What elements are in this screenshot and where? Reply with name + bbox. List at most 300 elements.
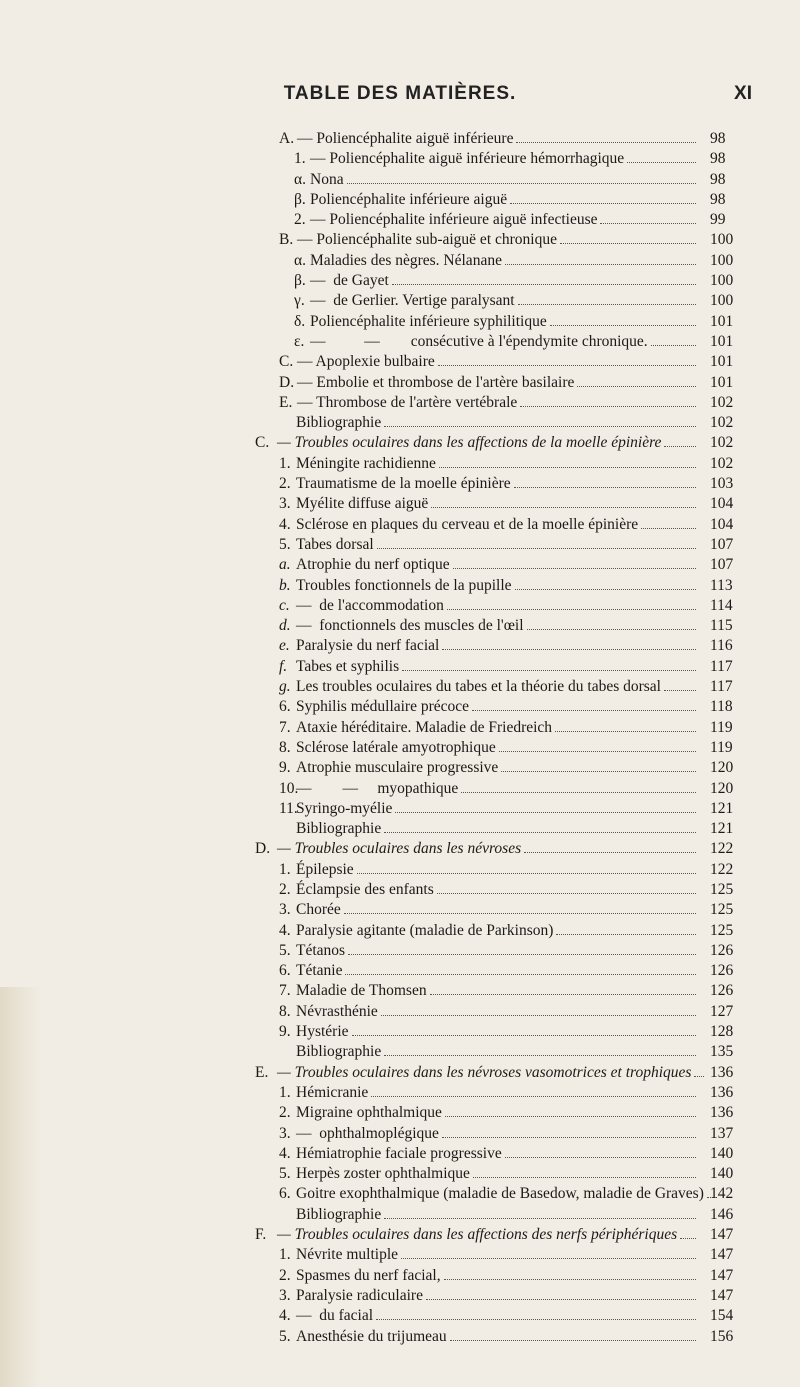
toc-entry xyxy=(0,880,800,900)
toc-entry xyxy=(0,900,800,920)
toc-entry-body xyxy=(297,230,700,250)
toc-entry-body xyxy=(296,616,700,636)
toc-entry-page: 147 xyxy=(710,1226,734,1244)
toc-entry-title: Bibliographie xyxy=(296,1043,382,1061)
toc-entry xyxy=(0,332,800,352)
dot-leader xyxy=(430,994,696,995)
toc-entry xyxy=(0,210,800,230)
toc-entry-body xyxy=(296,1164,700,1184)
toc-entry xyxy=(0,373,800,393)
dot-leader xyxy=(439,467,696,468)
toc-entry xyxy=(0,758,800,778)
toc-entry-body xyxy=(296,941,700,961)
toc-entry-title: — Apoplexie bulbaire xyxy=(297,353,435,371)
toc-entry-title: Syphilis médullaire précoce xyxy=(296,698,470,716)
dot-leader xyxy=(384,426,696,427)
toc-entry xyxy=(0,393,800,413)
toc-entry-title: — Poliencéphalite inférieure aiguë infectieuse xyxy=(310,211,598,229)
table-of-contents xyxy=(0,129,800,1347)
toc-entry-title: Tétanie xyxy=(296,962,343,980)
toc-entry-marker: 4. xyxy=(279,1144,291,1162)
dot-leader xyxy=(347,183,696,184)
toc-entry xyxy=(0,839,800,859)
toc-entry-title: Tabes et syphilis xyxy=(296,657,400,675)
toc-entry-marker: a. xyxy=(279,556,291,574)
toc-entry-page: 128 xyxy=(710,1023,734,1041)
toc-entry-body xyxy=(296,1002,700,1022)
toc-entry-body xyxy=(296,1124,700,1144)
toc-entry xyxy=(0,677,800,697)
toc-entry xyxy=(0,1327,800,1347)
toc-entry xyxy=(0,291,800,311)
toc-entry-title: Tabes dorsal xyxy=(296,535,374,553)
toc-entry-title: Bibliographie xyxy=(296,1205,382,1223)
toc-entry-title: — Poliencéphalite aiguë inférieure xyxy=(297,130,514,147)
toc-entry-marker: 2. xyxy=(294,211,306,229)
dot-leader xyxy=(401,1258,696,1259)
toc-entry-page: 126 xyxy=(710,941,734,959)
toc-entry-body xyxy=(296,921,700,941)
toc-entry-page: 116 xyxy=(710,637,733,655)
toc-entry-body xyxy=(296,1245,700,1265)
dot-leader xyxy=(501,771,696,772)
toc-entry-title: Hémiatrophie faciale progressive xyxy=(296,1144,502,1162)
toc-entry-page: 102 xyxy=(710,414,734,432)
toc-entry-body xyxy=(277,1225,700,1245)
dot-leader xyxy=(381,1015,696,1016)
toc-entry-page: 120 xyxy=(710,779,734,797)
toc-entry xyxy=(0,657,800,677)
toc-entry-title: Syringo-myélie xyxy=(296,799,393,817)
toc-entry-body xyxy=(296,494,700,514)
toc-entry-page: 121 xyxy=(710,799,734,817)
dot-leader xyxy=(442,649,696,650)
toc-entry-title: Goitre exophthalmique (maladie de Basedow, maladie de Graves) xyxy=(296,1185,704,1203)
toc-entry xyxy=(0,1144,800,1164)
toc-entry-body xyxy=(296,1306,700,1326)
toc-entry-marker: 3. xyxy=(279,1286,291,1304)
toc-entry-title: Hystérie xyxy=(296,1023,349,1041)
toc-entry xyxy=(0,738,800,758)
toc-entry-body xyxy=(296,779,700,799)
toc-entry-body xyxy=(296,758,700,778)
toc-entry-marker: 1. xyxy=(294,150,306,168)
toc-entry-page: 127 xyxy=(710,1002,734,1020)
toc-entry-title: Tétanos xyxy=(296,941,346,959)
toc-entry-body xyxy=(296,1286,700,1306)
toc-entry-page: 125 xyxy=(710,880,734,898)
toc-entry-page: 156 xyxy=(710,1327,734,1345)
toc-entry-body xyxy=(310,170,700,190)
toc-entry-marker: d. xyxy=(279,617,291,635)
toc-entry xyxy=(0,1225,800,1245)
dot-leader xyxy=(556,934,696,935)
dot-leader xyxy=(518,304,696,305)
toc-entry-page: 122 xyxy=(710,860,734,878)
dot-leader xyxy=(577,386,696,387)
toc-entry-page: 119 xyxy=(710,718,733,736)
toc-entry-title: — — myopathique xyxy=(296,779,459,797)
dot-leader xyxy=(627,162,696,163)
toc-entry xyxy=(0,799,800,819)
toc-entry-title: Éclampsie des enfants xyxy=(296,880,434,898)
dot-leader xyxy=(431,507,696,508)
dot-leader xyxy=(395,812,696,813)
dot-leader xyxy=(371,1096,696,1097)
toc-entry-marker: β. xyxy=(294,272,306,290)
toc-entry-title: Sclérose latérale amyotrophique xyxy=(296,738,496,756)
dot-leader xyxy=(524,852,696,853)
dot-leader xyxy=(461,792,696,793)
dot-leader xyxy=(348,954,696,955)
toc-entry xyxy=(0,474,800,494)
page-number: XI xyxy=(734,83,752,104)
dot-leader xyxy=(651,345,696,346)
toc-entry-title: — Embolie et thrombose de l'artère basilaire xyxy=(297,373,575,391)
toc-entry-body xyxy=(296,981,700,1001)
toc-entry-body xyxy=(310,149,700,169)
toc-entry-body xyxy=(310,210,700,230)
dot-leader xyxy=(384,832,696,833)
toc-entry-page: 98 xyxy=(710,150,726,168)
toc-entry xyxy=(0,1002,800,1022)
dot-leader xyxy=(453,568,696,569)
toc-entry-marker: 9. xyxy=(279,759,291,777)
toc-entry-title: Migraine ophthalmique xyxy=(296,1104,442,1122)
toc-entry-title: Épilepsie xyxy=(296,860,354,878)
toc-entry-page: 120 xyxy=(710,759,734,777)
toc-entry xyxy=(0,1184,800,1204)
toc-entry-page: 121 xyxy=(710,820,734,838)
dot-leader xyxy=(641,528,696,529)
toc-entry-body xyxy=(296,677,700,697)
toc-entry xyxy=(0,981,800,1001)
toc-entry-title: Bibliographie xyxy=(296,820,382,838)
toc-entry-marker: 2. xyxy=(279,1104,291,1122)
toc-entry-marker: ε. xyxy=(294,332,305,350)
toc-entry-title: Méningite rachidienne xyxy=(296,454,436,472)
toc-entry-page: 98 xyxy=(710,170,726,188)
toc-entry-marker: E. xyxy=(255,1063,269,1081)
toc-entry-marker: 5. xyxy=(279,1327,291,1345)
toc-entry-marker: E. xyxy=(279,393,293,411)
toc-entry-body xyxy=(296,454,700,474)
toc-entry-page: 102 xyxy=(710,434,734,452)
toc-entry xyxy=(0,352,800,372)
toc-entry-page: 100 xyxy=(710,231,734,249)
toc-entry-title: Maladie de Thomsen xyxy=(296,982,427,1000)
toc-entry-title: — Troubles oculaires dans les névroses vasomotrices et trophiques xyxy=(277,1063,692,1081)
dot-leader xyxy=(376,1319,696,1320)
toc-entry-page: 136 xyxy=(710,1104,734,1122)
toc-entry xyxy=(0,718,800,738)
toc-entry-marker: 7. xyxy=(279,982,291,1000)
toc-entry-title: Atrophie musculaire progressive xyxy=(296,759,499,777)
dot-leader xyxy=(447,609,696,610)
toc-entry-page: 113 xyxy=(710,576,733,594)
toc-entry-title: — de l'accommodation xyxy=(296,596,444,614)
dot-leader xyxy=(352,1035,696,1036)
toc-entry-title: — ophthalmoplégique xyxy=(296,1124,439,1142)
dot-leader xyxy=(560,243,696,244)
toc-entry-page: 135 xyxy=(710,1043,734,1061)
toc-entry-page: 100 xyxy=(710,272,734,290)
toc-entry-marker: D. xyxy=(255,840,271,858)
toc-entry-page: 142 xyxy=(710,1185,734,1203)
toc-entry xyxy=(0,779,800,799)
toc-entry-title: Névrasthénie xyxy=(296,1002,378,1020)
toc-entry-title: Traumatisme de la moelle épinière xyxy=(296,475,511,493)
toc-entry-title: Anesthésie du trijumeau xyxy=(296,1327,447,1345)
toc-entry-marker: A. xyxy=(279,130,295,147)
dot-leader xyxy=(444,1279,696,1280)
toc-entry-marker: 1. xyxy=(279,1246,291,1264)
toc-entry-body xyxy=(277,839,700,859)
toc-entry-title: Atrophie du nerf optique xyxy=(296,556,450,574)
toc-entry xyxy=(0,190,800,210)
toc-entry-page: 154 xyxy=(710,1307,734,1325)
toc-entry-title: — — consécutive à l'épendymite chronique. xyxy=(310,332,648,350)
toc-entry xyxy=(0,515,800,535)
toc-entry-title: Sclérose en plaques du cerveau et de la moelle épinière xyxy=(296,515,639,533)
toc-entry-title: Nona xyxy=(310,170,344,188)
toc-entry-body xyxy=(277,433,700,453)
toc-entry-page: 147 xyxy=(710,1266,734,1284)
toc-entry-body xyxy=(310,251,700,271)
toc-entry-marker: 11. xyxy=(279,799,298,817)
toc-entry-marker: 2. xyxy=(279,1266,291,1284)
toc-entry-body xyxy=(296,738,700,758)
toc-entry-body xyxy=(296,657,700,677)
dot-leader xyxy=(438,365,696,366)
toc-entry-page: 98 xyxy=(710,190,726,208)
page-stain xyxy=(0,987,40,1387)
toc-entry-marker: 4. xyxy=(279,1307,291,1325)
dot-leader xyxy=(357,873,696,874)
toc-entry xyxy=(0,1042,800,1062)
dot-leader xyxy=(426,1299,696,1300)
toc-entry xyxy=(0,555,800,575)
dot-leader xyxy=(384,1218,696,1219)
toc-entry-title: Herpès zoster ophthalmique xyxy=(296,1165,470,1183)
toc-entry-page: 99 xyxy=(710,211,726,229)
dot-leader xyxy=(377,548,696,549)
toc-entry-title: Myélite diffuse aiguë xyxy=(296,495,429,513)
toc-entry-body xyxy=(296,1266,700,1286)
dot-leader xyxy=(445,1116,696,1117)
toc-entry-body xyxy=(296,474,700,494)
toc-entry-body xyxy=(296,697,700,717)
toc-entry-page: 136 xyxy=(710,1083,734,1101)
toc-entry-title: Chorée xyxy=(296,901,341,919)
toc-entry-page: 115 xyxy=(710,617,733,635)
toc-entry-body xyxy=(296,1327,700,1347)
dot-leader xyxy=(555,731,696,732)
toc-entry-body xyxy=(296,1144,700,1164)
toc-entry-page: 118 xyxy=(710,698,733,716)
toc-entry-body xyxy=(310,332,700,352)
toc-entry-body xyxy=(296,1184,704,1204)
toc-entry-marker: 4. xyxy=(279,921,291,939)
toc-entry-page: 98 xyxy=(710,130,726,147)
toc-entry-title: Paralysie agitante (maladie de Parkinson) xyxy=(296,921,554,939)
toc-entry xyxy=(0,941,800,961)
toc-entry-marker: δ. xyxy=(294,312,306,330)
toc-entry-page: 100 xyxy=(710,251,734,269)
toc-entry-body xyxy=(310,190,700,210)
toc-entry-title: — Troubles oculaires dans les affections de la moelle épinière xyxy=(277,434,662,452)
toc-entry-marker: 2. xyxy=(279,880,291,898)
toc-entry xyxy=(0,697,800,717)
toc-entry-body xyxy=(297,352,700,372)
toc-entry-page: 122 xyxy=(710,840,734,858)
toc-entry-body xyxy=(310,291,700,311)
toc-entry xyxy=(0,616,800,636)
toc-entry xyxy=(0,860,800,880)
toc-entry-page: 114 xyxy=(710,596,733,614)
toc-entry-body xyxy=(296,961,700,981)
toc-entry xyxy=(0,1205,800,1225)
toc-entry xyxy=(0,1083,800,1103)
toc-entry-page: 147 xyxy=(710,1246,734,1264)
toc-entry xyxy=(0,494,800,514)
toc-entry-title: Poliencéphalite inférieure syphilitique xyxy=(310,312,547,330)
toc-entry-page: 101 xyxy=(710,353,734,371)
toc-entry-body xyxy=(296,1083,700,1103)
toc-entry-marker: 6. xyxy=(279,698,291,716)
toc-entry xyxy=(0,149,800,169)
toc-entry xyxy=(0,413,800,433)
toc-entry-page: 126 xyxy=(710,982,734,1000)
toc-entry xyxy=(0,961,800,981)
toc-entry-marker: 6. xyxy=(279,962,291,980)
toc-entry-marker: F. xyxy=(255,1226,267,1244)
toc-entry-marker: C. xyxy=(255,434,270,452)
toc-entry-page: 126 xyxy=(710,962,734,980)
toc-entry-body xyxy=(296,799,700,819)
toc-entry-title: — Troubles oculaires dans les affections des nerfs périphériques xyxy=(277,1226,678,1244)
toc-entry xyxy=(0,230,800,250)
toc-entry xyxy=(0,1306,800,1326)
toc-entry-page: 101 xyxy=(710,312,734,330)
toc-entry-title: — de Gerlier. Vertige paralysant xyxy=(310,292,515,310)
toc-entry xyxy=(0,636,800,656)
toc-entry-body xyxy=(296,555,700,575)
toc-entry xyxy=(0,1245,800,1265)
toc-entry xyxy=(0,271,800,291)
toc-entry-page: 102 xyxy=(710,393,734,411)
toc-entry-marker: e. xyxy=(279,637,290,655)
toc-entry-marker: 1. xyxy=(279,1083,291,1101)
dot-leader xyxy=(527,629,696,630)
toc-entry-title: — Poliencéphalite aiguë inférieure hémorrhagique xyxy=(310,150,625,168)
toc-entry xyxy=(0,921,800,941)
toc-entry-page: 104 xyxy=(710,515,734,533)
toc-entry xyxy=(0,454,800,474)
toc-entry-title: Paralysie radiculaire xyxy=(296,1286,423,1304)
toc-entry-title: Maladies des nègres. Nélanane xyxy=(310,251,502,269)
dot-leader xyxy=(499,751,696,752)
toc-entry-page: 125 xyxy=(710,921,734,939)
toc-entry-title: — Thrombose de l'artère vertébrale xyxy=(297,393,518,411)
toc-entry-body xyxy=(296,596,700,616)
dot-leader xyxy=(437,893,696,894)
toc-entry-marker: 3. xyxy=(279,901,291,919)
dot-leader xyxy=(550,325,696,326)
toc-entry-marker: 6. xyxy=(279,1185,291,1203)
toc-entry-marker: 1. xyxy=(279,454,291,472)
toc-entry-page: 147 xyxy=(710,1286,734,1304)
toc-entry-page: 103 xyxy=(710,475,734,493)
toc-entry-body xyxy=(296,718,700,738)
toc-entry-title: — Poliencéphalite sub-aiguë et chronique xyxy=(297,231,557,249)
toc-entry-title: Hémicranie xyxy=(296,1083,369,1101)
toc-entry xyxy=(0,819,800,839)
dot-leader xyxy=(664,690,696,691)
dot-leader xyxy=(514,487,696,488)
toc-entry-body xyxy=(296,535,700,555)
toc-entry-marker: D. xyxy=(279,373,295,391)
toc-entry-title: Névrite multiple xyxy=(296,1246,399,1264)
toc-entry xyxy=(0,1022,800,1042)
toc-entry-page: 146 xyxy=(710,1205,734,1223)
toc-entry-marker: g. xyxy=(279,678,291,696)
toc-entry-body xyxy=(296,1042,700,1062)
toc-entry-title: — du facial xyxy=(296,1307,374,1325)
dot-leader xyxy=(515,589,696,590)
toc-entry-body xyxy=(296,880,700,900)
toc-entry-body xyxy=(297,129,700,149)
toc-entry-marker: c. xyxy=(279,596,290,614)
toc-entry-page: 140 xyxy=(710,1144,734,1162)
toc-entry-marker: α. xyxy=(294,251,306,269)
toc-entry-page: 100 xyxy=(710,292,734,310)
toc-entry xyxy=(0,129,800,149)
dot-leader xyxy=(472,710,696,711)
dot-leader xyxy=(392,284,696,285)
toc-entry-title: — fonctionnels des muscles de l'œil xyxy=(296,617,524,635)
toc-entry-marker: f. xyxy=(279,657,288,675)
toc-entry-marker: 8. xyxy=(279,1002,291,1020)
dot-leader xyxy=(520,406,696,407)
toc-entry-title: Paralysie du nerf facial xyxy=(296,637,440,655)
toc-entry-page: 102 xyxy=(710,454,734,472)
toc-entry-title: — Troubles oculaires dans les névroses xyxy=(277,840,522,858)
toc-entry-page: 101 xyxy=(710,332,734,350)
toc-entry-page: 117 xyxy=(710,657,733,675)
toc-entry-body xyxy=(297,373,700,393)
toc-entry-body xyxy=(296,860,700,880)
dot-leader xyxy=(600,223,696,224)
dot-leader xyxy=(516,142,696,143)
toc-entry-page: 107 xyxy=(710,535,734,553)
toc-entry-page: 119 xyxy=(710,738,733,756)
dot-leader xyxy=(345,974,696,975)
dot-leader xyxy=(442,1137,696,1138)
dot-leader xyxy=(402,670,696,671)
toc-entry-marker: C. xyxy=(279,353,294,371)
toc-entry-page: 117 xyxy=(710,678,733,696)
dot-leader xyxy=(450,1340,696,1341)
toc-entry-title: Poliencéphalite inférieure aiguë xyxy=(310,190,508,208)
toc-entry-body xyxy=(296,1103,700,1123)
toc-entry xyxy=(0,1103,800,1123)
toc-entry-marker: γ. xyxy=(294,292,305,310)
toc-entry-marker: 5. xyxy=(279,941,291,959)
toc-entry xyxy=(0,1164,800,1184)
toc-entry-body xyxy=(296,636,700,656)
toc-entry-title: Les troubles oculaires du tabes et la théorie du tabes dorsal xyxy=(296,678,661,696)
